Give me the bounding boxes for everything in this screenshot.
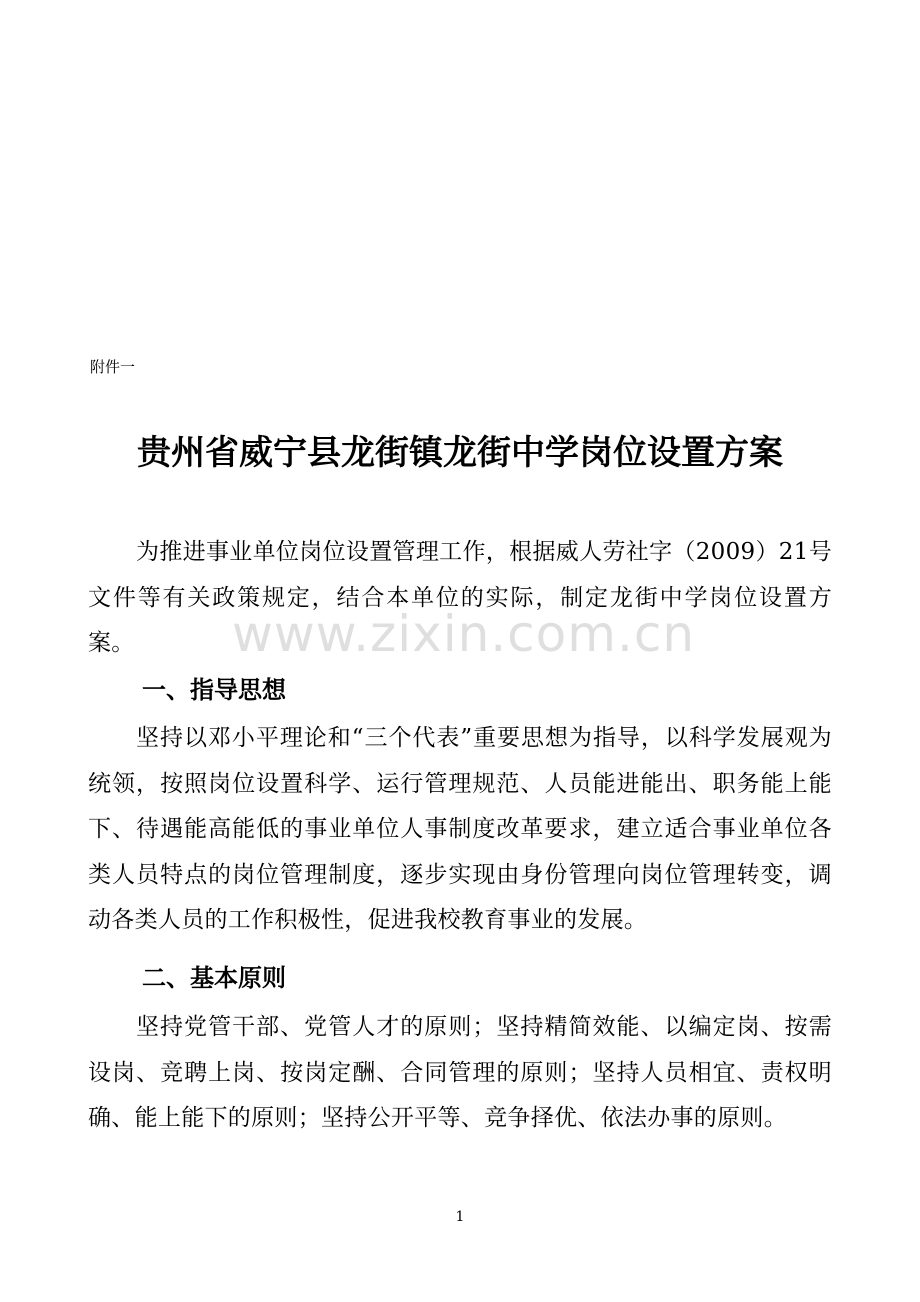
watermark: www.zixin.com.cn (232, 605, 696, 663)
page-number: 1 (455, 1209, 465, 1225)
section-body-guiding-ideology: 坚持以邓小平理论和“三个代表”重要思想为指导，以科学发展观为统领，按照岗位设置科学、运行管理规范、人员能进能出、职务能上能下、待遇能高能低的事业单位人事制度改革要求，建立适合事业单位各类人员特点的岗位管理制度，逐步实现由身份管理向岗位管理转变，调动各类人员的工作积极性，促进我校教育事业的发展。 (88, 725, 832, 933)
section-body-basic-principles: 坚持党管干部、党管人才的原则；坚持精简效能、以编定岗、按需设岗、竞聘上岗、按岗定酬、合同管理的原则；坚持人员相宜、责权明确、能上能下的原则；坚持公开平等、竞争择优、依法办事的原则。 (88, 1014, 832, 1131)
attachment-label: 附件一 (90, 358, 136, 376)
section-heading-guiding-ideology: 一、指导思想 (142, 676, 286, 704)
document-title: 贵州省威宁县龙街镇龙街中学岗位设置方案 (137, 433, 783, 473)
intro-paragraph: 为推进事业单位岗位设置管理工作，根据威人劳社字（2009）21号文件等有关政策规定，结合本单位的实际，制定龙街中学岗位设置方案。 (88, 539, 832, 656)
section-heading-basic-principles: 二、基本原则 (142, 964, 286, 992)
